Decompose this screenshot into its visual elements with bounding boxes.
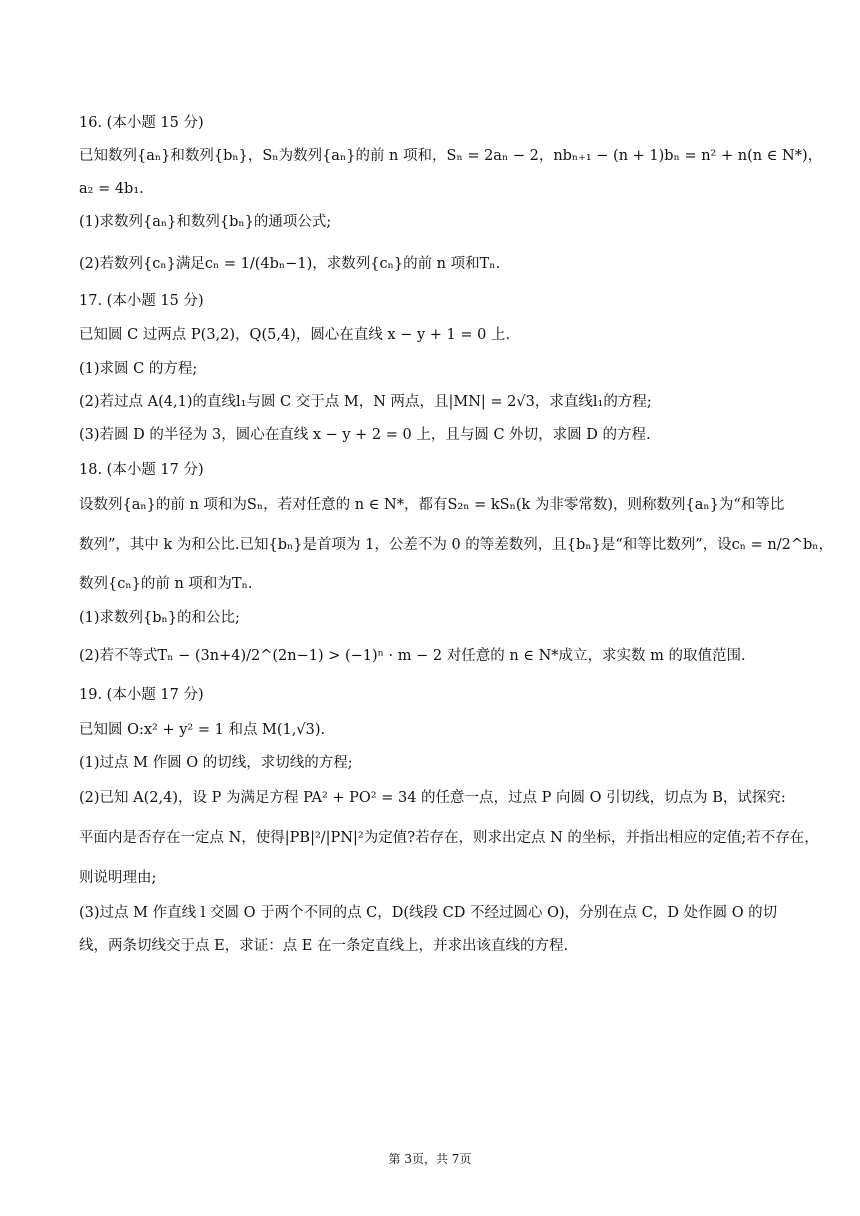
problem-18-line-4: (1)求数列{bₙ}的和公比; bbox=[79, 610, 240, 626]
problem-17-header: 17. (本小题 15 分) bbox=[79, 293, 204, 309]
problem-16-line-3: (1)求数列{aₙ}和数列{bₙ}的通项公式; bbox=[79, 214, 332, 230]
problem-16-line-2: a₂ = 4b₁. bbox=[79, 181, 144, 197]
problem-16-header: 16. (本小题 15 分) bbox=[79, 115, 204, 131]
problem-19-line-2: (1)过点 M 作圆 O 的切线，求切线的方程; bbox=[79, 755, 353, 771]
problem-18-line-1: 设数列{aₙ}的前 n 项和为Sₙ，若对任意的 n ∈ N*，都有S₂ₙ = kSₙ(k 为非零常数)，则称数列{aₙ}为“和等比 bbox=[79, 497, 785, 513]
problem-18-line-3: 数列{cₙ}的前 n 项和为Tₙ. bbox=[79, 576, 253, 592]
problem-19-line-3: (2)已知 A(2,4)，设 P 为满足方程 PA² + PO² = 34 的任意一点，过点 P 向圆 O 引切线，切点为 B，试探究: bbox=[79, 790, 786, 806]
problem-16-line-1: 已知数列{aₙ}和数列{bₙ}，Sₙ为数列{aₙ}的前 n 项和，Sₙ = 2aₙ − 2，nbₙ₊₁ − (n + 1)bₙ = n² + n(n ∈ N*)， bbox=[79, 148, 823, 164]
problem-19-header: 19. (本小题 17 分) bbox=[79, 687, 204, 703]
problem-19-line-5: 则说明理由; bbox=[79, 870, 157, 886]
problem-18-header: 18. (本小题 17 分) bbox=[79, 462, 204, 478]
problem-16-line-4: (2)若数列{cₙ}满足cₙ = 1/(4bₙ−1)，求数列{cₙ}的前 n 项和Tₙ. bbox=[79, 256, 501, 272]
problem-18-line-2: 数列”，其中 k 为和公比.已知{bₙ}是首项为 1，公差不为 0 的等差数列，且{bₙ}是“和等比数列”，设cₙ = n/2^bₙ， bbox=[79, 537, 834, 553]
problem-17-line-4: (3)若圆 D 的半径为 3，圆心在直线 x − y + 2 = 0 上，且与圆 C 外切，求圆 D 的方程. bbox=[79, 427, 651, 443]
problem-19-line-6: (3)过点 M 作直线 l 交圆 O 于两个不同的点 C，D(线段 CD 不经过圆心 O)，分别在点 C，D 处作圆 O 的切 bbox=[79, 905, 778, 921]
problem-17-line-2: (1)求圆 C 的方程; bbox=[79, 361, 198, 377]
problem-17-line-1: 已知圆 C 过两点 P(3,2)，Q(5,4)，圆心在直线 x − y + 1 = 0 上. bbox=[79, 327, 511, 343]
problem-19-line-7: 线，两条切线交于点 E，求证：点 E 在一条定直线上，并求出该直线的方程. bbox=[79, 938, 569, 954]
page-number-footer: 第 3页，共 7页 bbox=[388, 1152, 472, 1166]
problem-19-line-4: 平面内是否存在一定点 N，使得|PB|²/|PN|²为定值?若存在，则求出定点 N 的坐标，并指出相应的定值;若不存在， bbox=[79, 830, 819, 846]
problem-18-line-5: (2)若不等式Tₙ − (3n+4)/2^(2n−1) > (−1)ⁿ · m − 2 对任意的 n ∈ N*成立，求实数 m 的取值范围. bbox=[79, 648, 746, 664]
problem-17-line-3: (2)若过点 A(4,1)的直线l₁与圆 C 交于点 M，N 两点，且|MN| = 2√3，求直线l₁的方程; bbox=[79, 394, 652, 410]
problem-19-line-1: 已知圆 O:x² + y² = 1 和点 M(1,√3). bbox=[79, 722, 326, 738]
